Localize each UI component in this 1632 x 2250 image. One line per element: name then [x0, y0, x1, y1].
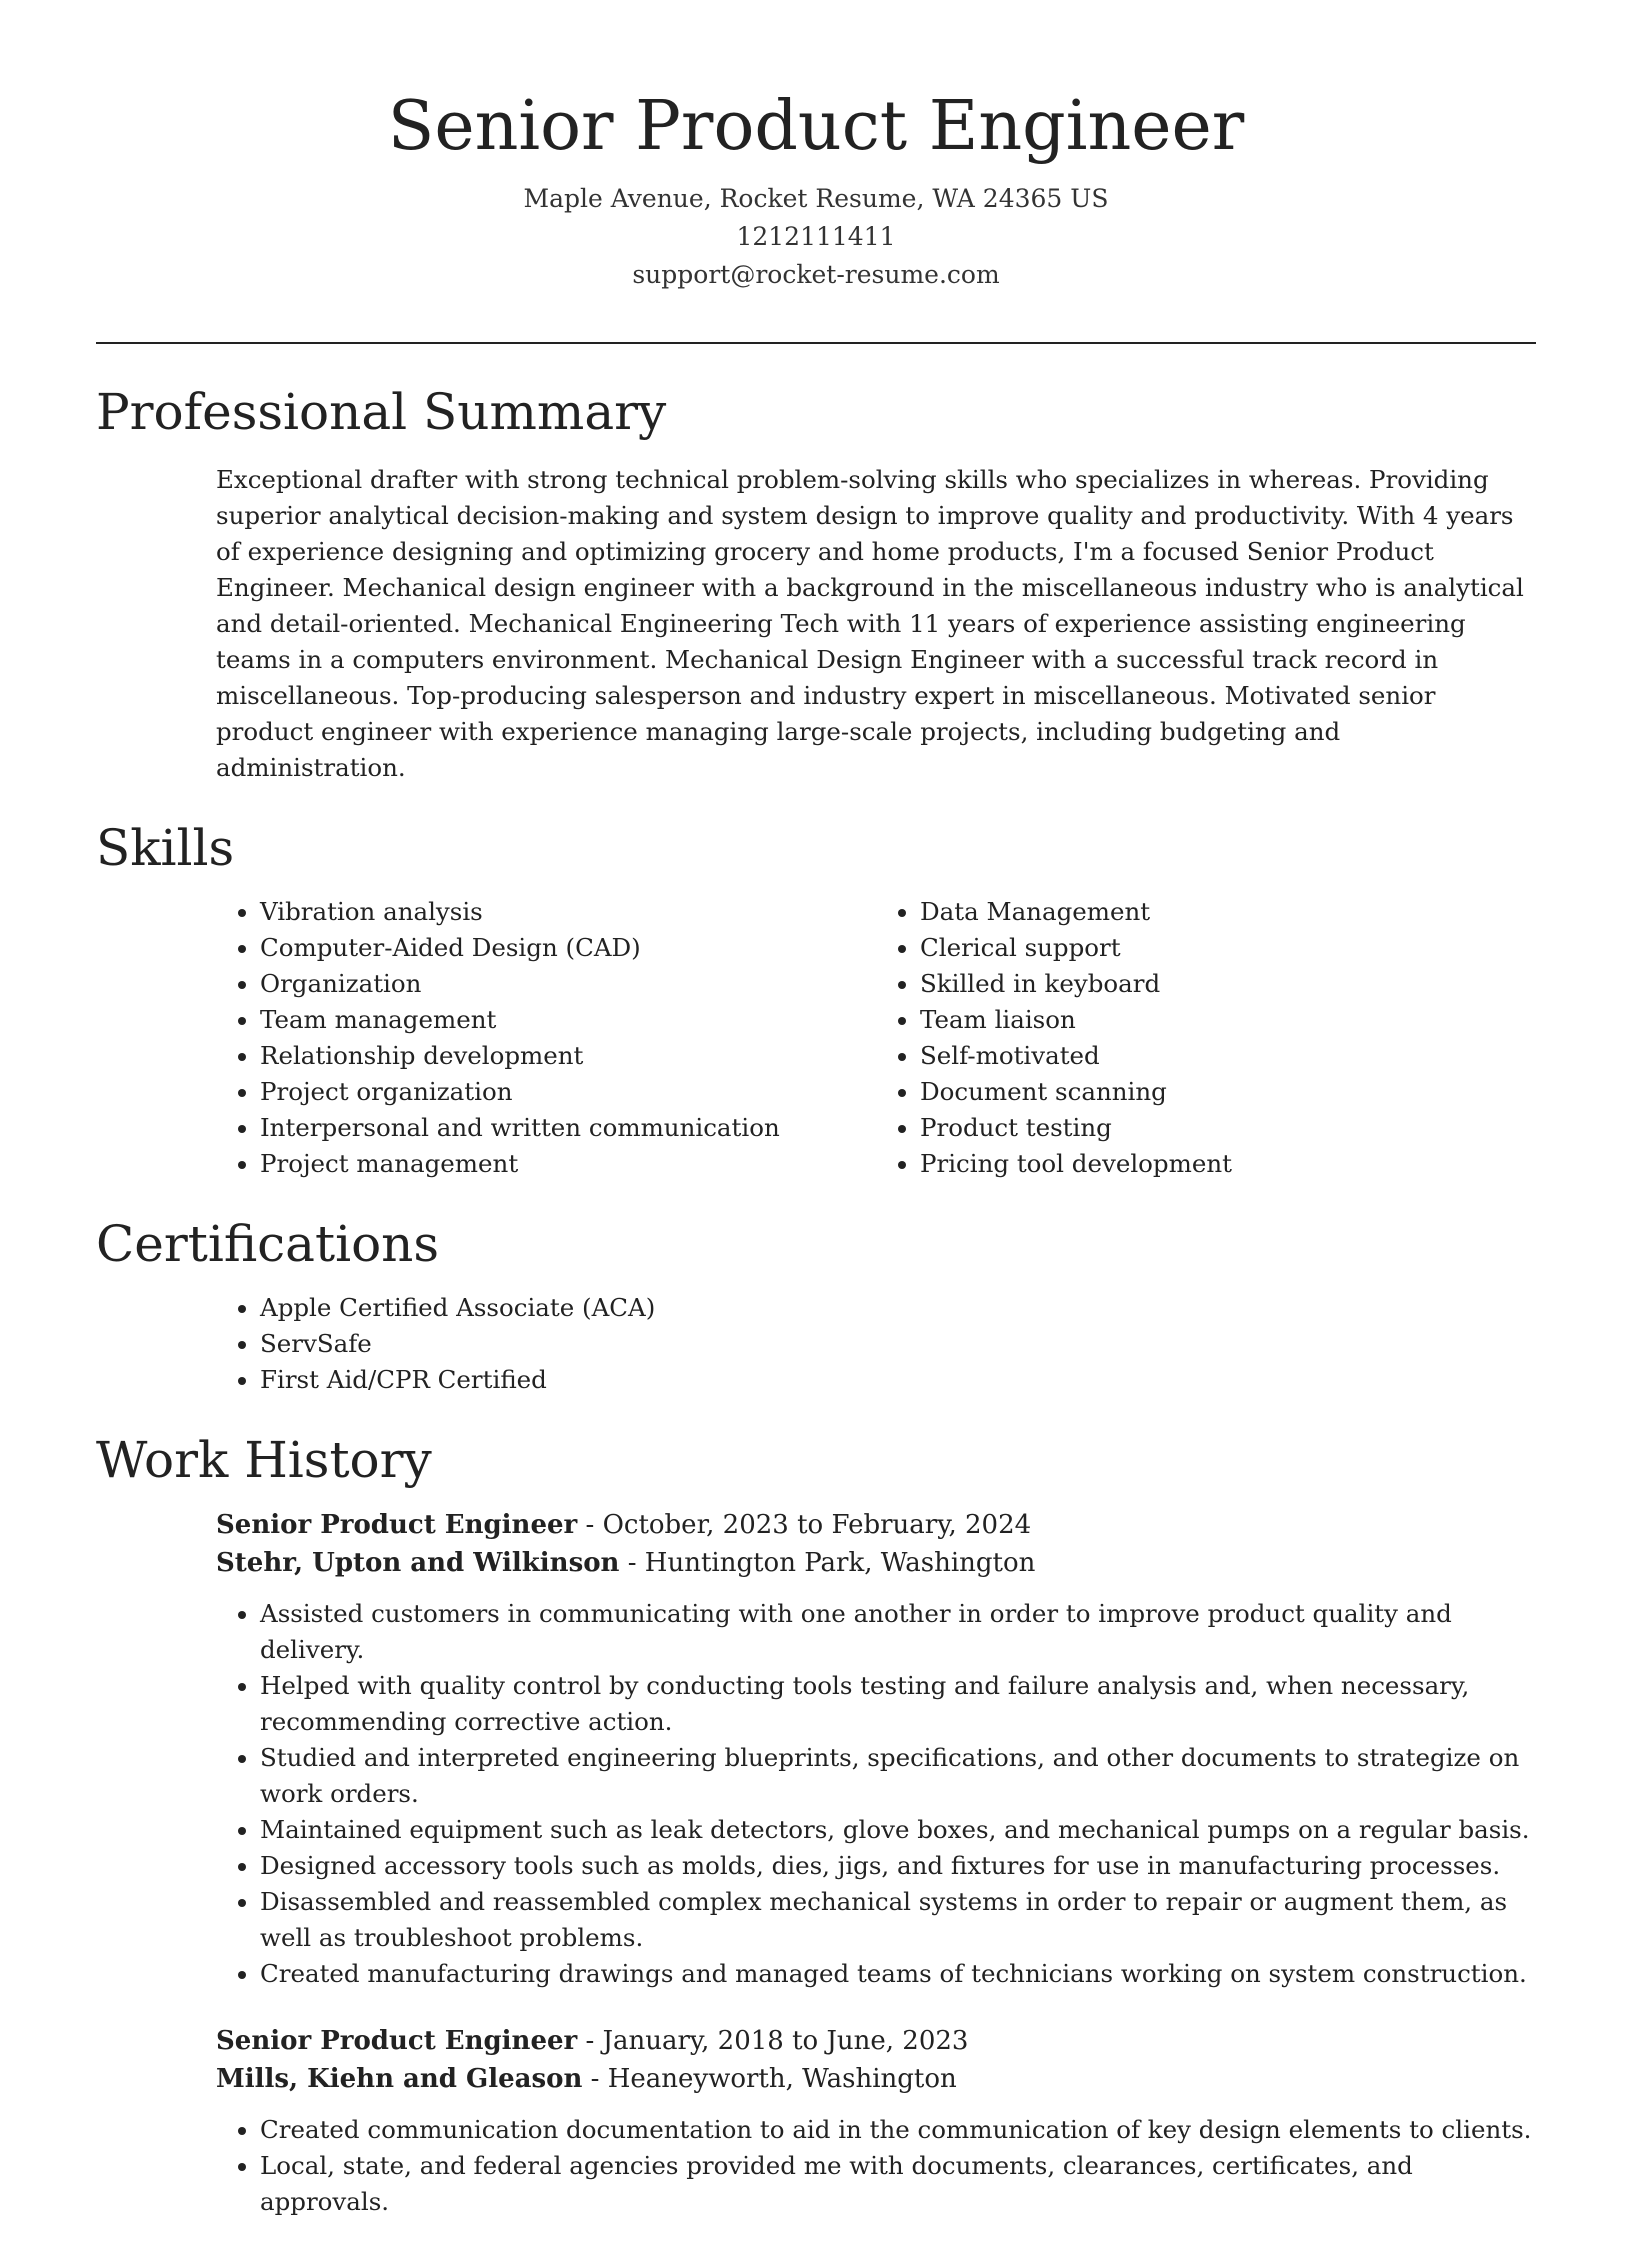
job-duty: • Created communication documentation to aid in the communication of key design elements to clients. [260, 2112, 1536, 2148]
skill-item: • Pricing tool development [920, 1146, 1536, 1182]
work-history-section [96, 1420, 1536, 2220]
job-duty: • Helped with quality control by conducting tools testing and failure analysis and, when necessary, recommending corrective action. [260, 1668, 1536, 1740]
skill-item: • Clerical support [920, 930, 1536, 966]
skill-item: • Document scanning [920, 1074, 1536, 1110]
job-title-line: Senior Product Engineer - January, 2018 to June, 2023 [216, 2026, 969, 2056]
job-duty: • Designed accessory tools such as molds, dies, jigs, and fixtures for use in manufacturing processes. [260, 1848, 1536, 1884]
job-duty: • Created manufacturing drawings and managed teams of technicians working on system construction. [260, 1956, 1536, 1992]
job-title-line: Senior Product Engineer - October, 2023 to February, 2024 [216, 1510, 1032, 1540]
certification-item: • First Aid/CPR Certified [260, 1362, 1536, 1398]
contact-info [0, 180, 1632, 294]
skill-item: • Interpersonal and written communication [260, 1110, 876, 1146]
job-duty: • Assisted customers in communicating with one another in order to improve product quality and delivery. [260, 1596, 1536, 1668]
job-duty: • Maintained equipment such as leak detectors, glove boxes, and mechanical pumps on a regular basis. [260, 1812, 1536, 1848]
certifications-heading: Certifications [96, 1215, 440, 1273]
job-duties-list [216, 2112, 1536, 2220]
job-location: Huntington Park, Washington [644, 1548, 1036, 1578]
skill-item: • Relationship development [260, 1038, 876, 1074]
skill-item: • Product testing [920, 1110, 1536, 1146]
skill-item: • Project organization [260, 1074, 876, 1110]
skill-item: • Computer-Aided Design (CAD) [260, 930, 876, 966]
job-company: Stehr, Upton and Wilkinson [216, 1548, 620, 1578]
header-divider [96, 342, 1536, 344]
skills-columns [216, 894, 1536, 1182]
resume-header [0, 0, 1632, 294]
job-duties-list [216, 1596, 1536, 1992]
skill-item: • Team liaison [920, 1002, 1536, 1038]
certification-item: • Apple Certified Associate (ACA) [260, 1290, 1536, 1326]
job-company: Mills, Kiehn and Gleason [216, 2064, 583, 2094]
summary-text: Exceptional drafter with strong technical problem-solving skills who specializes in whereas. Providing superior analytical decision-making and system design to improve quality and productivity. With 4 years of experience designing and optimizing grocery and home products, I'm a focused Senior Product Engineer. Mechanical design engineer with a background in the miscellaneous industry who is analytical and detail-oriented. Mechanical Engineering Tech with 11 years of experience assisting engineering teams in a computers environment. Mechanical Design Engineer with a successful track record in miscellaneous. Top-producing salesperson and industry expert in miscellaneous. Motivated senior product engineer with experience managing large-scale projects, including budgeting and administration. [216, 465, 1524, 782]
summary-section [96, 372, 1536, 786]
job-entry [216, 2022, 1536, 2220]
skill-item: • Data Management [920, 894, 1536, 930]
job-duty: • Disassembled and reassembled complex mechanical systems in order to repair or augment them, as well as troubleshoot problems. [260, 1884, 1536, 1956]
skills-heading: Skills [96, 819, 235, 877]
skill-item: • Organization [260, 966, 876, 1002]
job-duty: • Local, state, and federal agencies provided me with documents, clearances, certificates, and approvals. [260, 2148, 1536, 2220]
phone: 1212111411 [736, 222, 896, 251]
job-duty: • Studied and interpreted engineering blueprints, specifications, and other documents to strategize on work orders. [260, 1740, 1536, 1812]
job-company-line: Stehr, Upton and Wilkinson - Huntington Park, Washington [216, 1548, 1036, 1578]
skills-left-list [216, 894, 876, 1182]
summary-heading: Professional Summary [96, 383, 667, 441]
job-entry [216, 1506, 1536, 1992]
job-location: Heaneyworth, Washington [607, 2064, 957, 2094]
address: Maple Avenue, Rocket Resume, WA 24365 US [523, 184, 1109, 213]
job-dates: January, 2018 to June, 2023 [602, 2026, 969, 2056]
work-history-heading: Work History [96, 1431, 432, 1489]
job-company-line: Mills, Kiehn and Gleason - Heaneyworth, Washington [216, 2064, 957, 2094]
certifications-list [216, 1290, 1536, 1398]
skill-item: • Project management [260, 1146, 876, 1182]
email: support@rocket-resume.com [632, 260, 1000, 289]
skill-item: • Skilled in keyboard [920, 966, 1536, 1002]
skill-item: • Vibration analysis [260, 894, 876, 930]
job-dates: October, 2023 to February, 2024 [602, 1510, 1032, 1540]
skills-right-list [876, 894, 1536, 1182]
skills-section [96, 808, 1536, 1182]
resume-body [96, 372, 1536, 2250]
certifications-section [96, 1204, 1536, 1398]
skill-item: • Self-motivated [920, 1038, 1536, 1074]
candidate-name: Senior Product Engineer [387, 87, 1245, 166]
job-title: Senior Product Engineer [216, 1510, 578, 1540]
skill-item: • Team management [260, 1002, 876, 1038]
job-title: Senior Product Engineer [216, 2026, 578, 2056]
certification-item: • ServSafe [260, 1326, 1536, 1362]
